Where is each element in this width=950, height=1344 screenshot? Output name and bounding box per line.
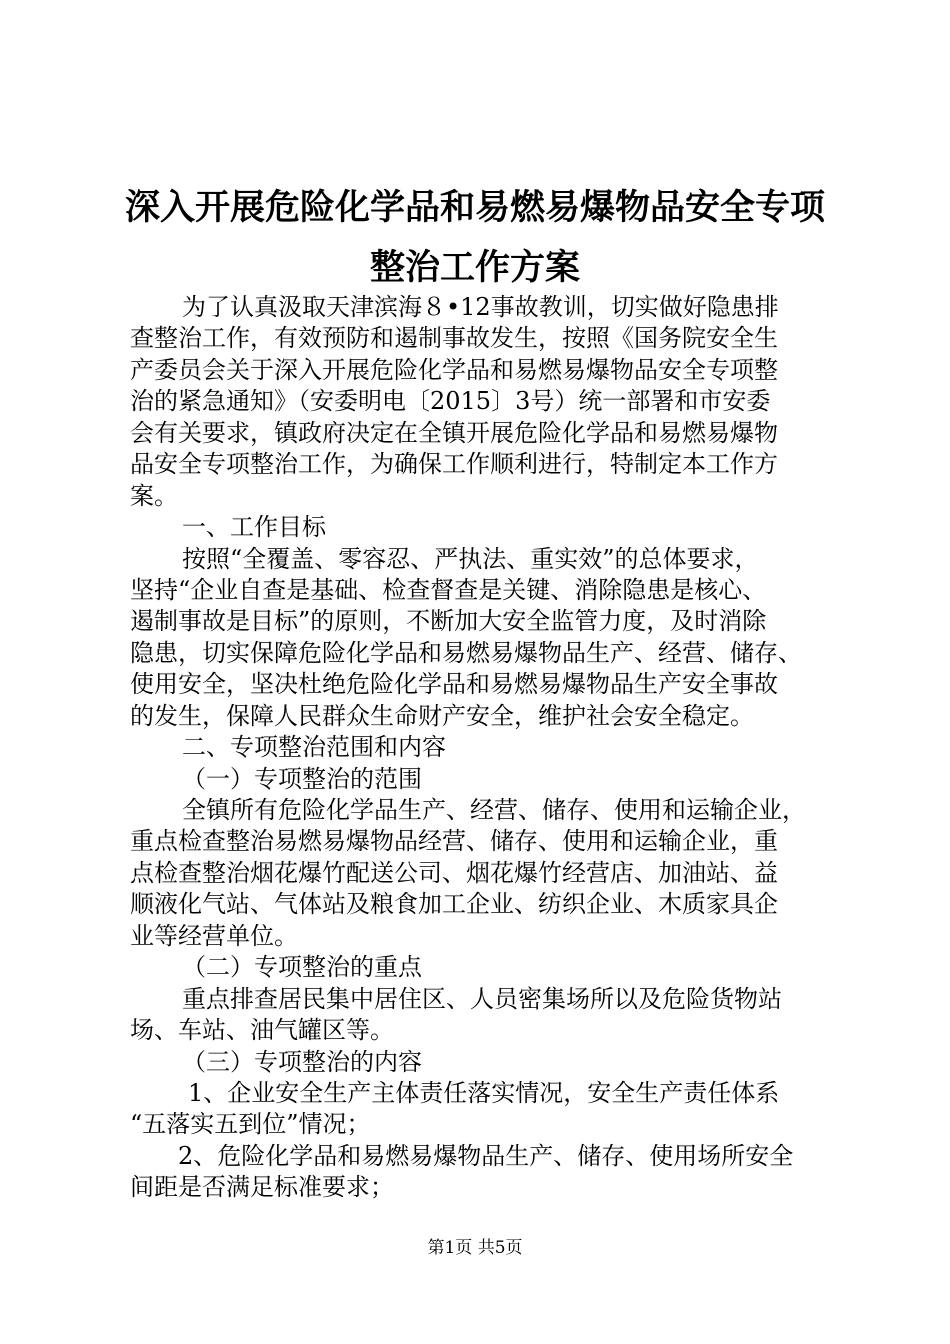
paragraph-line: 顺液化气站、气体站及粮食加工企业、纺织企业、木质家具企 [130, 890, 778, 919]
paragraph-line: 使用安全，坚决杜绝危险化学品和易燃易爆物品生产安全事故 [130, 670, 778, 699]
list-item-line: 2、危险化学品和易燃易爆物品生产、储存、使用场所安全 [178, 1141, 794, 1170]
paragraph-line: 全镇所有危险化学品生产、经营、储存、使用和运输企业， [182, 796, 806, 824]
document-title-line-2: 整治工作方案 [369, 248, 580, 288]
document-body [130, 292, 830, 1204]
paragraph-line: 重点检查整治易燃易爆物品经营、储存、使用和运输企业，重 [130, 827, 778, 856]
subsection-heading: （三）专项整治的内容 [182, 1047, 422, 1076]
paragraph-line: 为了认真汲取天津滨海８•12事故教训，切实做好隐患排 [182, 293, 779, 321]
paragraph-line: 品安全专项整治工作，为确保工作顺利进行，特制定本工作方 [130, 450, 778, 479]
paragraph-line: 会有关要求，镇政府决定在全镇开展危险化学品和易燃易爆物 [130, 418, 778, 447]
paragraph-line: 坚持“企业自查是基础、检查督查是关键、消除隐患是核心、 [130, 575, 767, 604]
subsection-heading: （二）专项整治的重点 [182, 953, 422, 982]
document-title-line-1: 深入开展危险化学品和易燃易爆物品安全专项 [124, 188, 825, 228]
paragraph-line: 点检查整治烟花爆竹配送公司、烟花爆竹经营店、加油站、益 [130, 858, 778, 887]
section-heading: 二、专项整治范围和内容 [182, 733, 446, 762]
list-item-line: 1、企业安全生产主体责任落实情况，安全生产责任体系 [188, 1078, 780, 1107]
paragraph-line: 重点排查居民集中居住区、人员密集场所以及危险货物站 [182, 984, 782, 1013]
paragraph-line: 的发生，保障人民群众生命财产安全，维护社会安全稳定。 [130, 701, 754, 730]
section-heading: 一、工作目标 [182, 513, 326, 542]
paragraph-line: 场、车站、油气罐区等。 [130, 1016, 394, 1045]
page-number-footer: 第1页 共5页 [427, 1238, 523, 1258]
paragraph-line: 案。 [130, 481, 178, 510]
paragraph-line: 业等经营单位。 [130, 921, 298, 950]
paragraph-line: 产委员会关于深入开展危险化学品和易燃易爆物品安全专项整 [130, 355, 778, 384]
paragraph-line: 隐患，切实保障危险化学品和易燃易爆物品生产、经营、储存、 [130, 638, 802, 667]
subsection-heading: （一）专项整治的范围 [182, 764, 422, 793]
list-item-line: “五落实五到位”情况； [130, 1110, 371, 1139]
paragraph-line: 遏制事故是目标”的原则，不断加大安全监管力度，及时消除 [130, 607, 767, 636]
paragraph-line: 按照“全覆盖、零容忍、严执法、重实效”的总体要求， [182, 544, 759, 573]
list-item-line: 间距是否满足标准要求； [130, 1173, 394, 1202]
paragraph-line: 治的紧急通知》（安委明电〔2015〕3号）统一部署和市安委 [130, 387, 771, 416]
paragraph-line: 查整治工作，有效预防和遏制事故发生，按照《国务院安全生 [130, 324, 778, 353]
